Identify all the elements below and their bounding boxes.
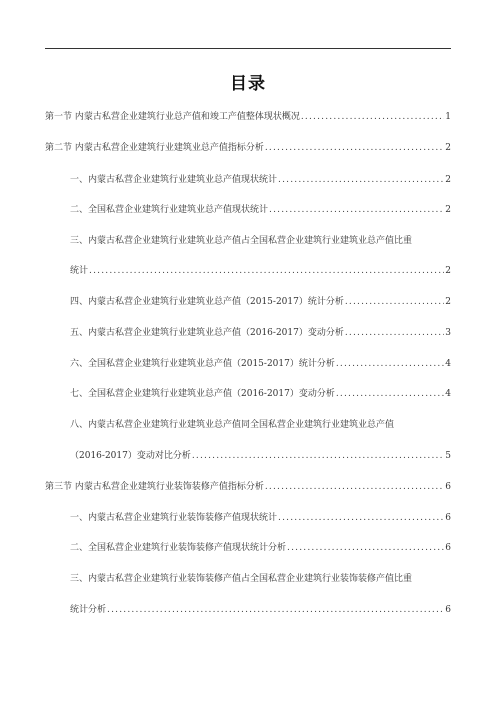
dot-leader bbox=[269, 204, 444, 216]
toc-entry-section-1[interactable] bbox=[45, 111, 451, 123]
toc-entry-label: 第一节 内蒙古私营企业建筑行业总产值和竣工产值整体现状概况 bbox=[45, 112, 300, 122]
dot-leader bbox=[345, 296, 444, 308]
toc-entry-2-5[interactable] bbox=[70, 327, 451, 339]
toc-entry-label-continued: 统计分析 bbox=[70, 605, 107, 615]
toc-entry-label-continued: 统计 bbox=[70, 266, 89, 276]
toc-entry-page: 6 bbox=[445, 513, 451, 523]
dot-leader bbox=[89, 265, 444, 277]
toc-entry-label: 四、内蒙古私营企业建筑行业建筑业总产值（2015-2017）统计分析 bbox=[70, 297, 344, 307]
dot-leader bbox=[107, 604, 444, 616]
toc-entry-page: 4 bbox=[445, 359, 451, 369]
dot-leader bbox=[265, 481, 444, 493]
toc-entry-3-2[interactable] bbox=[70, 542, 451, 554]
dot-leader bbox=[336, 358, 444, 370]
dot-leader bbox=[192, 450, 444, 462]
dot-leader bbox=[345, 327, 444, 339]
toc-entry-2-3-line1[interactable] bbox=[70, 235, 451, 247]
toc-entry-label: 二、全国私营企业建筑行业装饰装修产值现状统计分析 bbox=[70, 543, 287, 553]
toc-entry-page: 1 bbox=[445, 112, 451, 122]
toc-entry-2-2[interactable] bbox=[70, 204, 451, 216]
toc-entry-page: 4 bbox=[445, 389, 451, 399]
toc-entry-page: 2 bbox=[445, 266, 451, 276]
toc-entry-section-3[interactable] bbox=[45, 481, 451, 493]
toc-entry-label: 三、内蒙古私营企业建筑行业装饰装修产值占全国私营企业建筑行业装饰装修产值比重 bbox=[70, 574, 413, 584]
toc-entry-page: 2 bbox=[445, 205, 451, 215]
toc-entry-page: 2 bbox=[445, 143, 451, 153]
toc-entry-page: 2 bbox=[445, 297, 451, 307]
toc-entry-2-1[interactable] bbox=[70, 174, 451, 186]
dot-leader bbox=[287, 542, 444, 554]
dot-leader bbox=[301, 111, 444, 123]
dot-leader bbox=[265, 142, 444, 154]
toc-entry-page: 6 bbox=[445, 482, 451, 492]
toc-entry-2-3-line2[interactable] bbox=[70, 265, 451, 277]
toc-entry-label: 三、内蒙古私营企业建筑行业建筑业总产值占全国私营企业建筑行业建筑业总产值比重 bbox=[70, 236, 413, 246]
toc-title: 目录 bbox=[230, 74, 266, 94]
toc-entry-label: 八、内蒙古私营企业建筑行业建筑业总产值同全国私营企业建筑行业建筑业总产值 bbox=[70, 420, 395, 430]
toc-entry-label: 六、全国私营企业建筑行业建筑业总产值（2015-2017）统计分析 bbox=[70, 359, 335, 369]
toc-entry-label: 第三节 内蒙古私营企业建筑行业装饰装修产值指标分析 bbox=[45, 482, 264, 492]
toc-entry-2-4[interactable] bbox=[70, 296, 451, 308]
toc-entry-label: 第二节 内蒙古私营企业建筑行业建筑业总产值指标分析 bbox=[45, 143, 264, 153]
toc-entry-2-7[interactable] bbox=[70, 388, 451, 400]
toc-entry-label: 一、内蒙古私营企业建筑行业装饰装修产值现状统计 bbox=[70, 513, 278, 523]
header-rule bbox=[45, 48, 451, 49]
toc-entry-2-8-line2[interactable] bbox=[70, 450, 451, 462]
toc-entry-page: 2 bbox=[445, 175, 451, 185]
toc-entry-3-3-line2[interactable] bbox=[70, 604, 451, 616]
toc-entry-2-6[interactable] bbox=[70, 358, 451, 370]
toc-entry-label: 五、内蒙古私营企业建筑行业建筑业总产值（2016-2017）变动分析 bbox=[70, 328, 344, 338]
toc-entry-label-continued: （2016-2017）变动对比分析 bbox=[70, 451, 191, 461]
toc-entry-2-8-line1[interactable] bbox=[70, 419, 451, 431]
toc-entry-page: 6 bbox=[445, 543, 451, 553]
toc-entry-page: 6 bbox=[445, 605, 451, 615]
toc-entry-3-3-line1[interactable] bbox=[70, 573, 451, 585]
toc-entry-label: 一、内蒙古私营企业建筑行业建筑业总产值现状统计 bbox=[70, 175, 278, 185]
toc-entry-3-1[interactable] bbox=[70, 512, 451, 524]
toc-entry-page: 3 bbox=[445, 328, 451, 338]
toc-entry-section-2[interactable] bbox=[45, 142, 451, 154]
toc-entry-label: 七、全国私营企业建筑行业建筑业总产值（2016-2017）变动分析 bbox=[70, 389, 335, 399]
dot-leader bbox=[278, 512, 444, 524]
toc-entry-label: 二、全国私营企业建筑行业建筑业总产值现状统计 bbox=[70, 205, 269, 215]
dot-leader bbox=[278, 174, 444, 186]
toc-entry-page: 5 bbox=[445, 451, 451, 461]
dot-leader bbox=[336, 388, 444, 400]
